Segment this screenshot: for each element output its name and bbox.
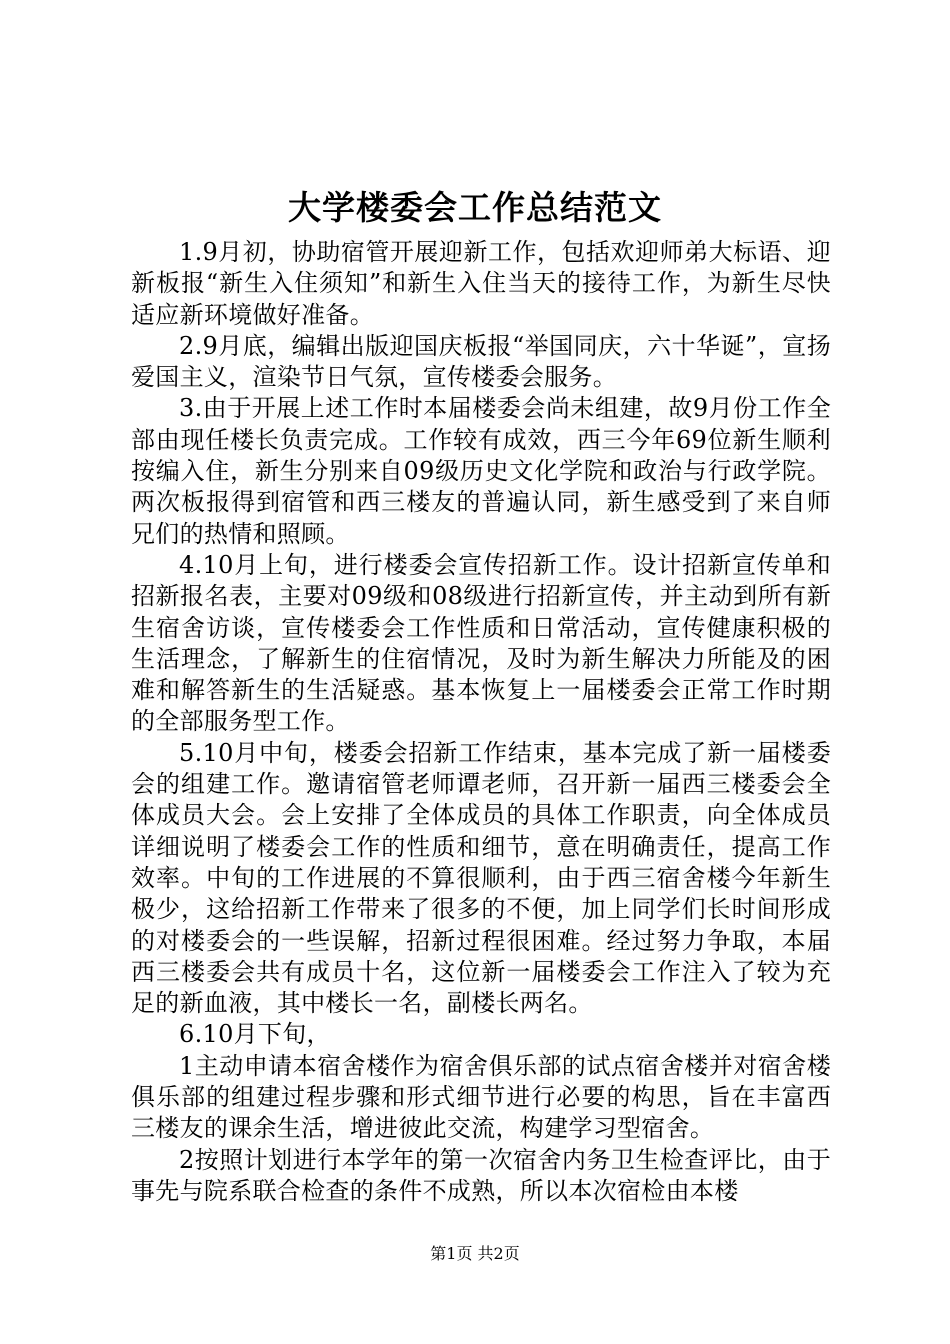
paragraph-7: 1主动申请本宿舍楼作为宿舍俱乐部的试点宿舍楼并对宿舍楼俱乐部的组建过程步骤和形式细节进行必要的构思，旨在丰富西三楼友的课余生活，增进彼此交流，构建学习型宿舍。	[131, 1051, 831, 1143]
paragraph-1: 1.9月初，协助宿管开展迎新工作，包括欢迎师弟大标语、迎新板报“新生入住须知”和新生入住当天的接待工作，为新生尽快适应新环境做好准备。	[131, 238, 831, 329]
paragraph-3: 3.由于开展上述工作时本届楼委会尚未组建，故9月份工作全部由现任楼长负责完成。工作较有成效，西三今年69位新生顺利按编入住，新生分别来自09级历史文化学院和政治与行政学院。两次板报得到宿管和西三楼友的普遍认同，新生感受到了来自师兄们的热情和照顾。	[131, 394, 831, 548]
paragraph-4: 4.10月上旬，进行楼委会宣传招新工作。设计招新宣传单和招新报名表，主要对09级和08级进行招新宣传，并主动到所有新生宿舍访谈，宣传楼委会工作性质和日常活动，宣传健康积极的生活理念，了解新生的住宿情况，及时为新生解决力所能及的困难和解答新生的生活疑惑。基本恢复上一届楼委会正常工作时期的全部服务型工作。	[131, 550, 831, 736]
document-title: 大学楼委会工作总结范文	[288, 188, 662, 227]
paragraph-5: 5.10月中旬，楼委会招新工作结束，基本完成了新一届楼委会的组建工作。邀请宿管老师谭老师，召开新一届西三楼委会全体成员大会。会上安排了全体成员的具体工作职责，向全体成员详细说明了楼委会工作的性质和细节，意在明确责任，提高工作效率。中旬的工作进展的不算很顺利，由于西三宿舍楼今年新生极少，这给招新工作带来了很多的不便，加上同学们长时间形成的对楼委会的一些误解，招新过程很困难。经过努力争取，本届西三楼委会共有成员十名，这位新一届楼委会工作注入了较为充足的新血液，其中楼长一名，副楼长两名。	[131, 738, 831, 1018]
document-body	[131, 237, 831, 1207]
paragraph-6: 6.10月下旬，	[179, 1020, 331, 1049]
page-footer: 第1页 共2页	[430, 1244, 520, 1263]
paragraph-2: 2.9月底，编辑出版迎国庆板报“举国同庆，六十华诞”，宣扬爱国主义，渲染节日气氛，宣传楼委会服务。	[131, 331, 831, 392]
paragraph-8: 2按照计划进行本学年的第一次宿舍内务卫生检查评比，由于事先与院系联合检查的条件不成熟，所以本次宿检由本楼	[131, 1145, 831, 1205]
